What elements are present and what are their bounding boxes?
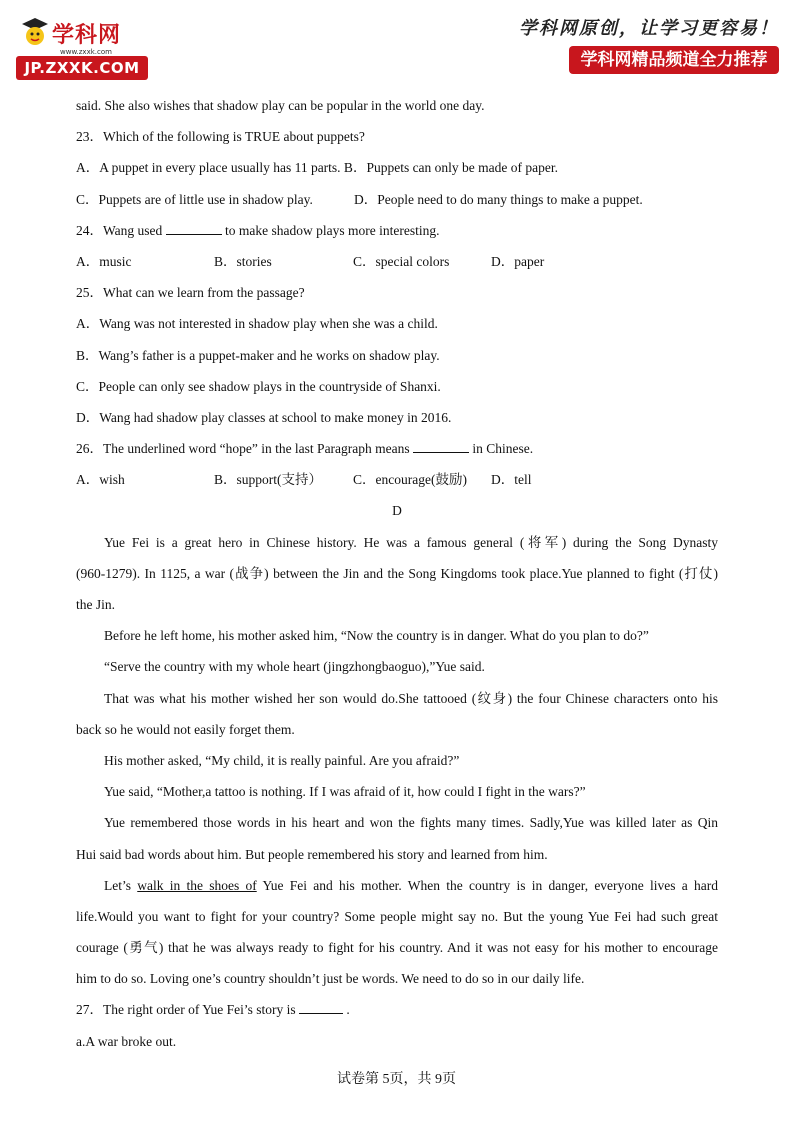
question-24: [76, 221, 718, 252]
question-27-item-a: a.A war broke out.: [76, 1033, 177, 1049]
passage-line: Yue remembered those words in his heart and won the fights many times. Sadly,Yue was killed later as Qin: [104, 815, 718, 831]
option-c: C．People can only see shadow plays in the countryside of Shanxi.: [76, 378, 441, 394]
question-23: 23．Which of the following is TRUE about puppets?: [76, 129, 365, 145]
passage-line: courage (勇气) that he was always ready to fight for his country. And it was not easy for his mother to encourage: [76, 940, 718, 956]
option-d: D．paper: [491, 253, 545, 269]
answer-blank: [299, 1000, 343, 1014]
site-logo[interactable]: [16, 12, 156, 80]
passage-line: back so he would not easily forget them.: [76, 721, 295, 737]
passage-line: the Jin.: [76, 597, 115, 612]
question-24-stem: 24．Wang used: [76, 222, 163, 238]
question-23-options-ab: A．A puppet in every place usually has 11 parts. B．Puppets can only be made of paper.: [76, 160, 559, 176]
option-c: C．special colors: [353, 253, 450, 269]
passage-line: life.Would you want to fight for your country? Some people might say no. But the young Yue Fei had such great: [76, 908, 718, 924]
section-heading: D: [392, 503, 402, 519]
passage-line: That was what his mother wished her son would do.She tattooed (纹身) the four Chinese characters onto his: [104, 690, 718, 706]
option-c: C．Puppets are of little use in shadow play.: [76, 191, 313, 207]
answer-blank: [413, 439, 469, 453]
underlined-phrase: walk in the shoes of: [137, 877, 257, 893]
passage-text: Let’s: [104, 877, 131, 893]
answer-blank: [166, 221, 222, 235]
page-header: [0, 0, 793, 85]
option-c: C．encourage(鼓励): [353, 472, 467, 488]
question-27: [76, 1000, 718, 1031]
passage-line: [76, 876, 718, 907]
question-27-stem-end: .: [346, 1002, 350, 1018]
question-23-options-cd: [76, 190, 718, 221]
option-d: D．tell: [491, 472, 532, 488]
question-26-options: [76, 470, 718, 501]
option-d: D．People need to do many things to make a puppet.: [354, 191, 643, 207]
exam-content: [76, 96, 718, 1063]
header-slogan: 学科网原创，让学习更容易！: [519, 18, 779, 39]
option-b: B．Wang’s father is a puppet-maker and he works on shadow play.: [76, 347, 440, 363]
option-a: A．wish: [76, 472, 125, 488]
promo-banner[interactable]: 学科网精品频道全力推荐: [569, 46, 779, 74]
logo-url-small: www.zxxk.com: [60, 48, 112, 56]
passage-line: (960-1279). In 1125, a war (战争) between the Jin and the Song Kingdoms took place.Yue planned to fight (打仗): [76, 565, 718, 581]
graduate-mascot-icon: [20, 16, 50, 48]
text-line: said. She also wishes that shadow play can be popular in the world one day.: [76, 98, 485, 113]
question-26: [76, 439, 718, 470]
logo-name: 学科网: [52, 23, 122, 48]
passage-line: Yue said, “Mother,a tattoo is nothing. If I was afraid of it, how could I fight in the wars?”: [104, 784, 586, 800]
passage-line: him to do so. Loving one’s country shouldn’t just be words. We need to do so in our daily life.: [76, 971, 585, 987]
option-b: B．support(支持）: [214, 472, 322, 488]
question-27-stem: 27．The right order of Yue Fei’s story is: [76, 1002, 296, 1018]
option-a: A．Wang was not interested in shadow play when she was a child.: [76, 316, 438, 332]
question-25: 25．What can we learn from the passage?: [76, 285, 305, 301]
passage-line: Before he left home, his mother asked him, “Now the country is in danger. What do you plan to do?”: [104, 628, 649, 644]
passage-line: Hui said bad words about him. But people remembered his story and learned from him.: [76, 846, 548, 862]
question-26-stem-end: in Chinese.: [472, 441, 534, 457]
question-26-stem: 26．The underlined word “hope” in the last Paragraph means: [76, 441, 410, 457]
logo-badge[interactable]: JP.ZXXK.COM: [16, 56, 148, 80]
option-b: B．stories: [214, 253, 272, 269]
question-24-stem-end: to make shadow plays more interesting.: [225, 222, 440, 238]
passage-line: Yue Fei is a great hero in Chinese history. He was a famous general (将军) during the Song Dynasty: [104, 534, 718, 550]
option-a: A．music: [76, 253, 132, 269]
passage-text: Yue Fei and his mother. When the country is in danger, everyone lives a hard: [262, 877, 719, 893]
passage-line: His mother asked, “My child, it is really painful. Are you afraid?”: [104, 752, 460, 768]
option-d: D．Wang had shadow play classes at school to make money in 2016.: [76, 409, 452, 425]
page-footer: 试卷第 5页，共 9页: [337, 1072, 456, 1087]
question-24-options: [76, 252, 718, 283]
passage-line: “Serve the country with my whole heart (jingzhongbaoguo),”Yue said.: [104, 659, 485, 675]
